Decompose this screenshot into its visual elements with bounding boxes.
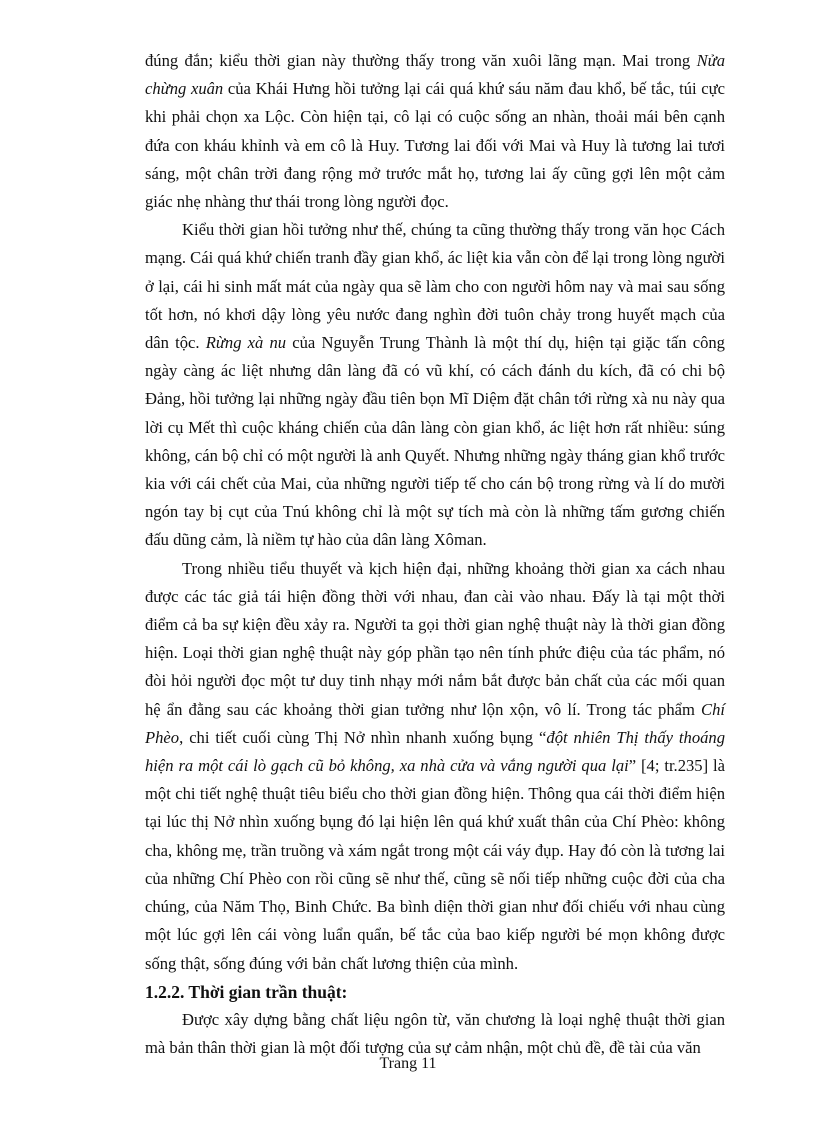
book-title-nua-chung-xuan: Nửa chừng xuân — [145, 51, 725, 99]
paragraph-3 — [145, 555, 725, 978]
paragraph-1-run-3: của Khái Hưng hồi tưởng lại cái quá khứ sáu năm đau khổ, bế tắc, túi cực khi phải chọn xa Lộc. Còn hiện tại, cô lại có cuộc sống an nhàn, thoải mái bên cạnh đứa con kháu khỉnh và em cô là Huy. Tương lai đối với Mai và Huy là tương lai tươi sáng, một chân trời đang rộng mở trước mắt họ, tương lai ấy cũng gợi lên một cảm giác nhẹ nhàng thư thái trong lòng người đọc. — [145, 79, 726, 212]
paragraph-2-run-3: của Nguyễn Trung Thành là một thí dụ, hiện tại giặc tấn công ngày càng ác liệt nhưng dân làng đã có vũ khí, có cách đánh du kích, đã có chi bộ Đảng, hồi tưởng lại những ngày đầu tiên bọn Mĩ Diệm đặt chân tới rừng xà nu này qua lời cụ Mết thì cuộc kháng chiến của dân làng còn gian khổ, ác liệt hơn rất nhiều: súng không, cán bộ chỉ có một người là anh Quyết. Nhưng những ngày tháng gian khổ trước kia với cái chết của Mai, của những người tiếp tế cho cán bộ trong rừng và lí do mười ngón tay bị cụt của Tnú không chỉ là một sự tích mà còn là những tấm gương chiến đấu dũng cảm, là niềm tự hào của dân làng Xôman. — [145, 333, 725, 550]
book-title-chi-pheo: Chí Phèo — [145, 699, 725, 747]
paragraph-2-run-1: Kiểu thời gian hồi tưởng như thế, chúng ta cũng thường thấy trong văn học Cách mạng. Cái quá khứ chiến tranh đầy gian khổ, ác liệt kia vẫn còn để lại trong lòng người ở lại, cái hi sinh mất mát của ngày qua sẽ làm cho con người hôm nay và mai sau sống tốt hơn, nó khơi dậy lòng yêu nước đang nghìn đời tuôn chảy trong huyết mạch của dân tộc. — [145, 220, 725, 353]
page-number-footer: Trang 11 — [379, 1055, 437, 1072]
paragraph-1-run-1: đúng đắn; kiểu thời gian này thường thấy trong văn xuôi lãng mạn. Mai trong — [145, 51, 697, 70]
page-content — [145, 47, 725, 1062]
book-title-rung-xa-nu: Rừng xà nu — [205, 333, 287, 353]
paragraph-3-run-1: Trong nhiều tiểu thuyết và kịch hiện đại, những khoảng thời gian xa cách nhau được các tác giả tái hiện đồng thời với nhau, đan cài vào nhau. Đấy là tại một thời điểm cả ba sự kiện đều xảy ra. Người ta gọi thời gian nghệ thuật này là thời gian đồng hiện. Loại thời gian nghệ thuật này góp phần tạo nên tính phức điệu của tác phẩm, nó đòi hỏi người đọc một tư duy tinh nhạy mới nắm bắt được bản chất của các mối quan hệ ẩn đằng sau các khoảng thời gian tưởng như lộn xộn, vô lí. Trong tác phẩm — [145, 558, 725, 719]
paragraph-final-run-1: Được xây dựng bằng chất liệu ngôn từ, văn chương là loại nghệ thuật thời gian mà bản thân thời gian là một đối tượng của sự cảm nhận, một chủ đề, đề tài của văn — [145, 1009, 725, 1058]
quotation-italic: đột nhiên Thị thấy thoáng hiện ra một cái lò gạch cũ bỏ không, xa nhà cửa và vắng người qua lại — [145, 727, 726, 776]
paragraph-2 — [145, 216, 725, 554]
paragraph-3-run-3: , chi tiết cuối cùng Thị Nở nhìn nhanh xuống bụng “ — [179, 727, 547, 747]
section-heading: 1.2.2. Thời gian trần thuật: — [145, 981, 348, 1002]
paragraph-3-run-5: ” [4; tr.235] là một chi tiết nghệ thuật tiêu biểu cho thời gian đồng hiện. Thông qua cái thời điểm hiện tại lúc thị Nở nhìn xuống bụng đó lại hiện lên quá khứ xuất thân của Chí Phèo: không cha, không mẹ, trần truồng và xám ngắt trong một cái váy đụp. Hay đó còn là tương lai của những Chí Phèo con rồi cũng sẽ như thế, cũng sẽ nối tiếp những cuộc đời của cha chúng, của Năm Thọ, Binh Chức. Ba bình diện thời gian như đối chiếu với nhau cùng một lúc gợi lên cái vòng luẩn quẩn, bế tắc của bao kiếp người bé mọn không được sống thật, sống đúng với bản chất lương thiện của mình. — [145, 756, 725, 973]
paragraph-1 — [145, 47, 725, 216]
